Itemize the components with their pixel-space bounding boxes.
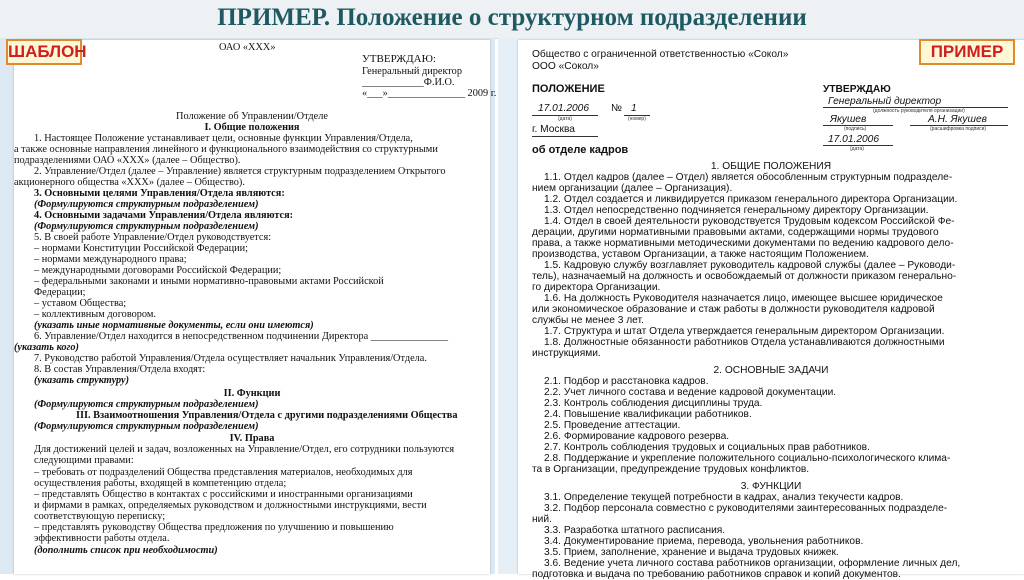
example-line: 2.7. Контроль соблюдения трудовых и социальных прав работников. [544, 442, 870, 453]
template-line: 6. Управление/Отдел находится в непосредственном подчинении Директора _______________ [34, 331, 449, 342]
template-list-item: соответствующую переписку; [34, 511, 166, 522]
example-line: 2.5. Проведение аттестации. [544, 420, 681, 431]
example-approve-position: Генеральный директор [828, 96, 942, 107]
example-section-heading: 2. ОСНОВНЫЕ ЗАДАЧИ [713, 365, 829, 376]
template-badge: ШАБЛОН [6, 39, 82, 65]
example-line: производства, уставом Организации, а также настоящим Положением. [532, 249, 869, 260]
example-line: инструкциями. [532, 348, 601, 359]
template-note: (указать иные нормативные документы, если они имеются) [34, 320, 314, 331]
example-date-caption: (дата) [558, 116, 572, 122]
template-list-item: – представлять Общество в контактах с российскими и иностранными организациями [34, 489, 413, 500]
example-approve-heading: УТВЕРЖДАЮ [823, 84, 891, 95]
page-title: ПРИМЕР. Положение о структурном подразделении [217, 4, 807, 31]
example-line: 1.3. Отдел непосредственно подчиняется генеральному директору Организации. [544, 205, 929, 216]
template-line: 5. В своей работе Управление/Отдел руководствуется: [34, 232, 272, 243]
underline [532, 136, 598, 137]
example-line: 3.2. Подбор персонала совместно с руководителями заинтересованных подразделе- [544, 503, 948, 514]
example-org-short-name: ООО «Сокол» [532, 61, 599, 72]
example-document [518, 40, 1024, 580]
example-line: 3.3. Разработка штатного расписания. [544, 525, 726, 536]
template-list-item: – уставом Общества; [34, 298, 127, 309]
template-line: 1. Настоящее Положение устанавливает цели, основные функции Управления/Отдела, [34, 133, 413, 144]
template-list-item: – федеральными законами и иными нормативно-правовыми актами Российской [34, 276, 384, 287]
example-line: службы не менее 3 лет. [532, 315, 644, 326]
template-list-item: эффективности работы отдела. [34, 533, 170, 544]
example-line: 1.2. Отдел создается и ликвидируется приказом генерального директора Организации. [544, 194, 958, 205]
example-section-heading: 1. ОБЩИЕ ПОЛОЖЕНИЯ [710, 161, 832, 172]
template-line: следующими правами: [34, 455, 134, 466]
template-approve-date: «___»_______________ 2009 г. [362, 88, 497, 99]
template-line: 7. Руководство работой Управления/Отдела осуществляет начальник Управления/Отдела. [34, 353, 427, 364]
title-bar [0, 0, 1024, 39]
example-signature-caption: (подпись) [844, 126, 867, 132]
example-line: 3.6. Ведение учета личного состава работников организации, оформление личных дел, [544, 558, 961, 569]
example-approve-name: А.Н. Якушев [928, 114, 987, 125]
template-list-item: и фирмами в рамках, определяемых руководством и должностными инструкциями, вести [34, 500, 427, 511]
example-line: 2.8. Поддержание и укрепление положительного социально-психологического клима- [544, 453, 951, 464]
example-line: 1.6. На должность Руководителя назначается лицо, имеющее высшее юридическое [544, 293, 943, 304]
template-section-heading: I. Общие положения [204, 122, 300, 133]
example-num-label: № [611, 103, 622, 114]
example-line: 3.4. Документирование приема, перевода, увольнения работников. [544, 536, 864, 547]
example-city: г. Москва [532, 124, 575, 135]
template-list-item: – международными договорами Российской Федерации; [34, 265, 282, 276]
template-list-item: – нормами Конституции Российской Федерации; [34, 243, 249, 254]
example-line: нием организации (далее – Организация). [532, 183, 733, 194]
template-note: (Формулируются структурным подразделением) [34, 421, 259, 432]
template-list-item: – представлять руководству Общества предложения по улучшению и повышению [34, 522, 394, 533]
example-line: 1.4. Отдел в своей деятельности руководствуется Трудовым кодексом Российской Фе- [544, 216, 955, 227]
example-name-caption: (расшифровка подписи) [930, 126, 987, 132]
template-document [14, 40, 497, 574]
example-line: 2.1. Подбор и расстановка кадров. [544, 376, 709, 387]
example-line: 2.4. Повышение квалификации работников. [544, 409, 752, 420]
example-line: дерации, другими нормативными правовыми актами, содержащими нормы трудового [532, 227, 939, 238]
template-section-heading: II. Функции [223, 388, 281, 399]
template-line: 2. Управление/Отдел (далее – Управление) является структурным подразделением Открытого [34, 166, 446, 177]
example-line: 1.7. Структура и штат Отдела утверждается генеральным директором Организации. [544, 326, 945, 337]
template-list-item: осуществления работы, входящей в компетенцию отдела; [34, 478, 287, 489]
template-line: Для достижений целей и задач, возложенных на Управление/Отдел, его сотрудники пользуются [34, 444, 455, 455]
example-line: го директора Организации. [532, 282, 661, 293]
example-approve-date-caption: (дата) [850, 146, 864, 152]
template-approve-heading: УТВЕРЖДАЮ: [362, 53, 436, 65]
example-line: 2.2. Учет личного состава и ведение кадровой документации. [544, 387, 837, 398]
template-line: 8. В состав Управления/Отдела входят: [34, 364, 206, 375]
template-list-item: Федерации; [34, 287, 86, 298]
template-line: 3. Основными целями Управления/Отдела являются: [34, 188, 285, 199]
example-line: или экономическое образование и стаж работы в должности руководителя кадровой [532, 304, 935, 315]
example-doc-type: ПОЛОЖЕНИЕ [532, 83, 605, 95]
template-note: (указать кого) [14, 342, 79, 353]
example-position-caption: (должность руководителя организации) [873, 108, 965, 114]
template-approve-position: Генеральный директор [362, 66, 462, 77]
example-line: 3.5. Прием, заполнение, хранение и выдача трудовых книжек. [544, 547, 839, 558]
template-line: 4. Основными задачами Управления/Отдела являются: [34, 210, 294, 221]
example-line: 1.1. Отдел кадров (далее – Отдел) является обособленным структурным подразделе- [544, 172, 953, 183]
template-list-item: – требовать от подразделений Общества представления материалов, необходимых для [34, 467, 413, 478]
template-list-item: – коллективным договором. [34, 309, 156, 320]
example-doc-date: 17.01.2006 [538, 103, 589, 114]
example-line: тель), назначаемый на должность и освобождаемый от должности приказом генерально- [532, 271, 957, 282]
example-line: 1.8. Должностные обязанности работников Отдела устанавливаются должностными [544, 337, 945, 348]
example-num-caption: (номер) [628, 116, 646, 122]
example-section-heading: 3. ФУНКЦИИ [740, 481, 802, 492]
example-badge: ПРИМЕР [919, 39, 1015, 65]
example-line: права, а также нормативными методическими документами по ведению кадрового дело- [532, 238, 954, 249]
example-approve-date: 17.01.2006 [828, 134, 879, 145]
example-line: 2.3. Контроль соблюдения дисциплины труда. [544, 398, 763, 409]
template-list-item: – нормами международного права; [34, 254, 187, 265]
example-line: 3.1. Определение текущей потребности в кадрах, анализ текучести кадров. [544, 492, 904, 503]
template-approve-name: ____________Ф.И.О. [362, 77, 455, 88]
example-line: та в Организации, предупреждение трудовых конфликтов. [532, 464, 810, 475]
template-section-heading: III. Взаимоотношения Управления/Отдела с другими подразделениями Общества [76, 410, 458, 421]
example-org-full-name: Общество с ограниченной ответственностью «Сокол» [532, 49, 789, 60]
template-line: а также основные направления линейного и функционального взаимодействия со структурными [14, 144, 438, 155]
template-note: (Формулируются структурным подразделением) [34, 399, 259, 410]
template-org-name: ОАО «ХХХ» [219, 42, 276, 53]
example-approve-signature: Якушев [830, 114, 867, 125]
template-note: (Формулируются структурным подразделением) [34, 199, 259, 210]
example-line: 2.6. Формирование кадрового резерва. [544, 431, 730, 442]
example-line: ний. [532, 514, 552, 525]
template-section-heading: IV. Права [229, 433, 275, 444]
template-doc-title: Положение об Управлении/Отделе [176, 111, 328, 122]
example-doc-subject: об отделе кадров [532, 144, 629, 156]
example-line: подготовка и выдача по требованию работников справок и копий документов. [532, 569, 901, 580]
template-note: (дополнить список при необходимости) [34, 545, 218, 556]
template-note: (Формулируются структурным подразделением) [34, 221, 259, 232]
template-line: акционерного общества «ХХХ» (далее – Общество). [14, 177, 245, 188]
example-line: 1.5. Кадровую службу возглавляет руководитель кадровой службы (далее – Руководи- [544, 260, 956, 271]
template-note: (указать структуру) [34, 375, 130, 386]
template-line: подразделениями ОАО «ХХХ» (далее – Общество). [14, 155, 241, 166]
example-doc-number: 1 [631, 103, 637, 114]
